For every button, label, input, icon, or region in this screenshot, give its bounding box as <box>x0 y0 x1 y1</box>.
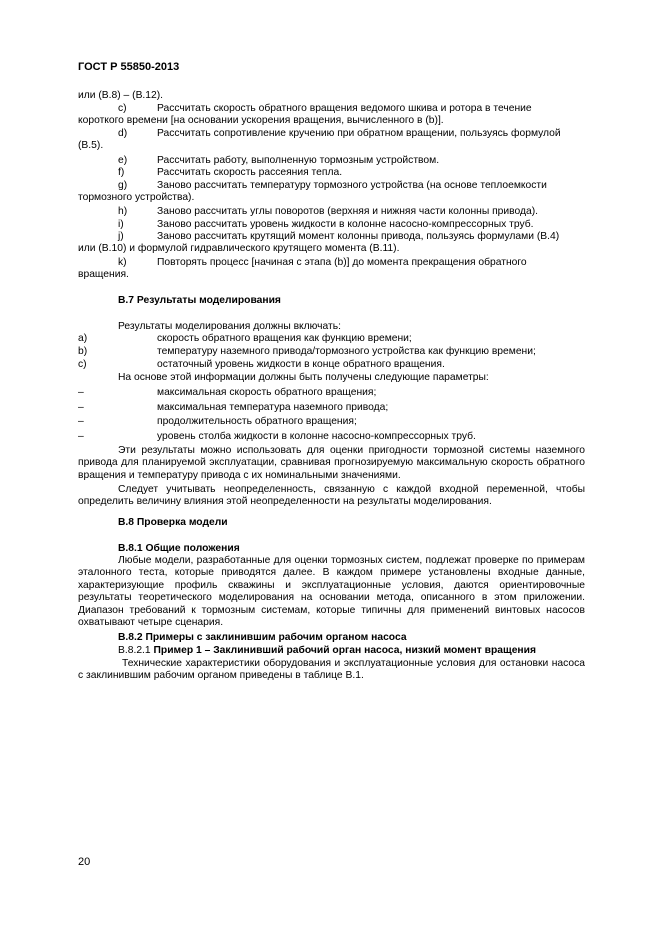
step-marker: j) <box>118 231 124 242</box>
step-marker: e) <box>118 155 128 166</box>
step-c-cont: короткого времени [на основании ускорения вращения, вычисленного в (b)]. <box>78 115 444 126</box>
subsection-heading-b82: В.8.2 Примеры с заклинившим рабочим органом насоса <box>118 632 407 643</box>
section-heading-b8: В.8 Проверка модели <box>118 517 228 528</box>
list-text: скорость обратного вращения как функцию времени; <box>157 333 412 344</box>
list-marker: – <box>78 416 84 427</box>
step-text: Заново рассчитать уровень жидкости в колонне насосно-компрессорных труб. <box>157 219 534 230</box>
list-text: остаточный уровень жидкости в конце обратного вращения. <box>157 359 445 370</box>
step-marker: g) <box>118 180 128 191</box>
params-intro: На основе этой информации должны быть получены следующие параметры: <box>118 372 489 383</box>
list-marker: a) <box>78 333 88 344</box>
standard-header: ГОСТ Р 55850-2013 <box>78 61 180 73</box>
example-number: В.8.2.1 <box>118 645 151 656</box>
step-k-cont: вращения. <box>78 269 129 280</box>
list-marker: c) <box>78 359 87 370</box>
list-text: продолжительность обратного вращения; <box>157 416 357 427</box>
subsection-heading-b81: В.8.1 Общие положения <box>118 543 240 554</box>
step-marker: c) <box>118 103 127 114</box>
step-text: Повторять процесс [начиная с этапа (b)] до момента прекращения обратного <box>157 257 527 268</box>
step-text: Рассчитать сопротивление кручению при обратном вращении, пользуясь формулой <box>157 128 561 139</box>
step-text: Рассчитать скорость обратного вращения ведомого шкива и ротора в течение <box>157 103 532 114</box>
uncertainty-paragraph: Следует учитывать неопределенность, связанную с каждой входной переменной, чтобы определить величину влияния этой неопределенности на результаты моделирования. <box>78 484 585 508</box>
list-marker: b) <box>78 346 88 357</box>
list-marker: – <box>78 387 84 398</box>
step-continuation: или (В.8) – (В.12). <box>78 90 164 101</box>
list-marker: – <box>78 402 84 413</box>
step-j-cont: или (В.10) и формулой гидравлического крутящего момента (В.11). <box>78 243 400 254</box>
step-g-cont: тормозного устройства). <box>78 192 195 203</box>
list-text: уровень столба жидкости в колонне насосно-компрессорных труб. <box>157 431 476 442</box>
step-marker: i) <box>118 219 124 230</box>
step-text: Рассчитать работу, выполненную тормозным устройством. <box>157 155 440 166</box>
step-marker: h) <box>118 206 128 217</box>
step-text: Заново рассчитать крутящий момент колонны привода, пользуясь формулами (В.4) <box>157 231 560 242</box>
results-paragraph: Эти результаты можно использовать для оценки пригодности тормозной системы наземного привода для планируемой эксплуатации, сравнивая прогнозируемую максимальную скорость обратного вращения и температуру привода с их номинальными значениями. <box>78 445 585 481</box>
step-text: Рассчитать скорость рассеяния тепла. <box>157 167 343 178</box>
example-title: Пример 1 – Заклинивший рабочий орган насоса, низкий момент вращения <box>153 645 536 656</box>
example-heading <box>118 645 585 657</box>
list-text: максимальная температура наземного привода; <box>157 402 389 413</box>
list-text: максимальная скорость обратного вращения; <box>157 387 377 398</box>
step-marker: d) <box>118 128 128 139</box>
section-heading-b7: В.7 Результаты моделирования <box>118 295 281 306</box>
step-text: Заново рассчитать углы поворотов (верхняя и нижняя части колонны привода). <box>157 206 539 217</box>
page-number: 20 <box>78 856 91 868</box>
example-paragraph: Технические характеристики оборудования и эксплуатационные условия для остановки насоса с заклинившим рабочим органом приведены в таблице В.1. <box>78 658 585 682</box>
results-intro: Результаты моделирования должны включать: <box>118 321 341 332</box>
list-text: температуру наземного привода/тормозного устройства как функцию времени; <box>157 346 536 357</box>
step-marker: k) <box>118 257 127 268</box>
step-marker: f) <box>118 167 125 178</box>
general-provisions-paragraph: Любые модели, разработанные для оценки тормозных систем, подлежат проверке по примерам эталонного теста, которые приводятся далее. В каждом примере установлены входные данные, характеризующие профиль скважины и эксплуатационные условия, даются ориентировочные результаты теоретического моделирования на основании метода, описанного в этом приложении. Диапазон требований к тормозным системам, которые типичны для применений винтовых насосов охватывают четыре сценария. <box>78 555 585 629</box>
step-text: Заново рассчитать температуру тормозного устройства (на основе теплоемкости <box>157 180 547 191</box>
list-marker: – <box>78 431 84 442</box>
step-d-cont: (В.5). <box>78 140 104 151</box>
